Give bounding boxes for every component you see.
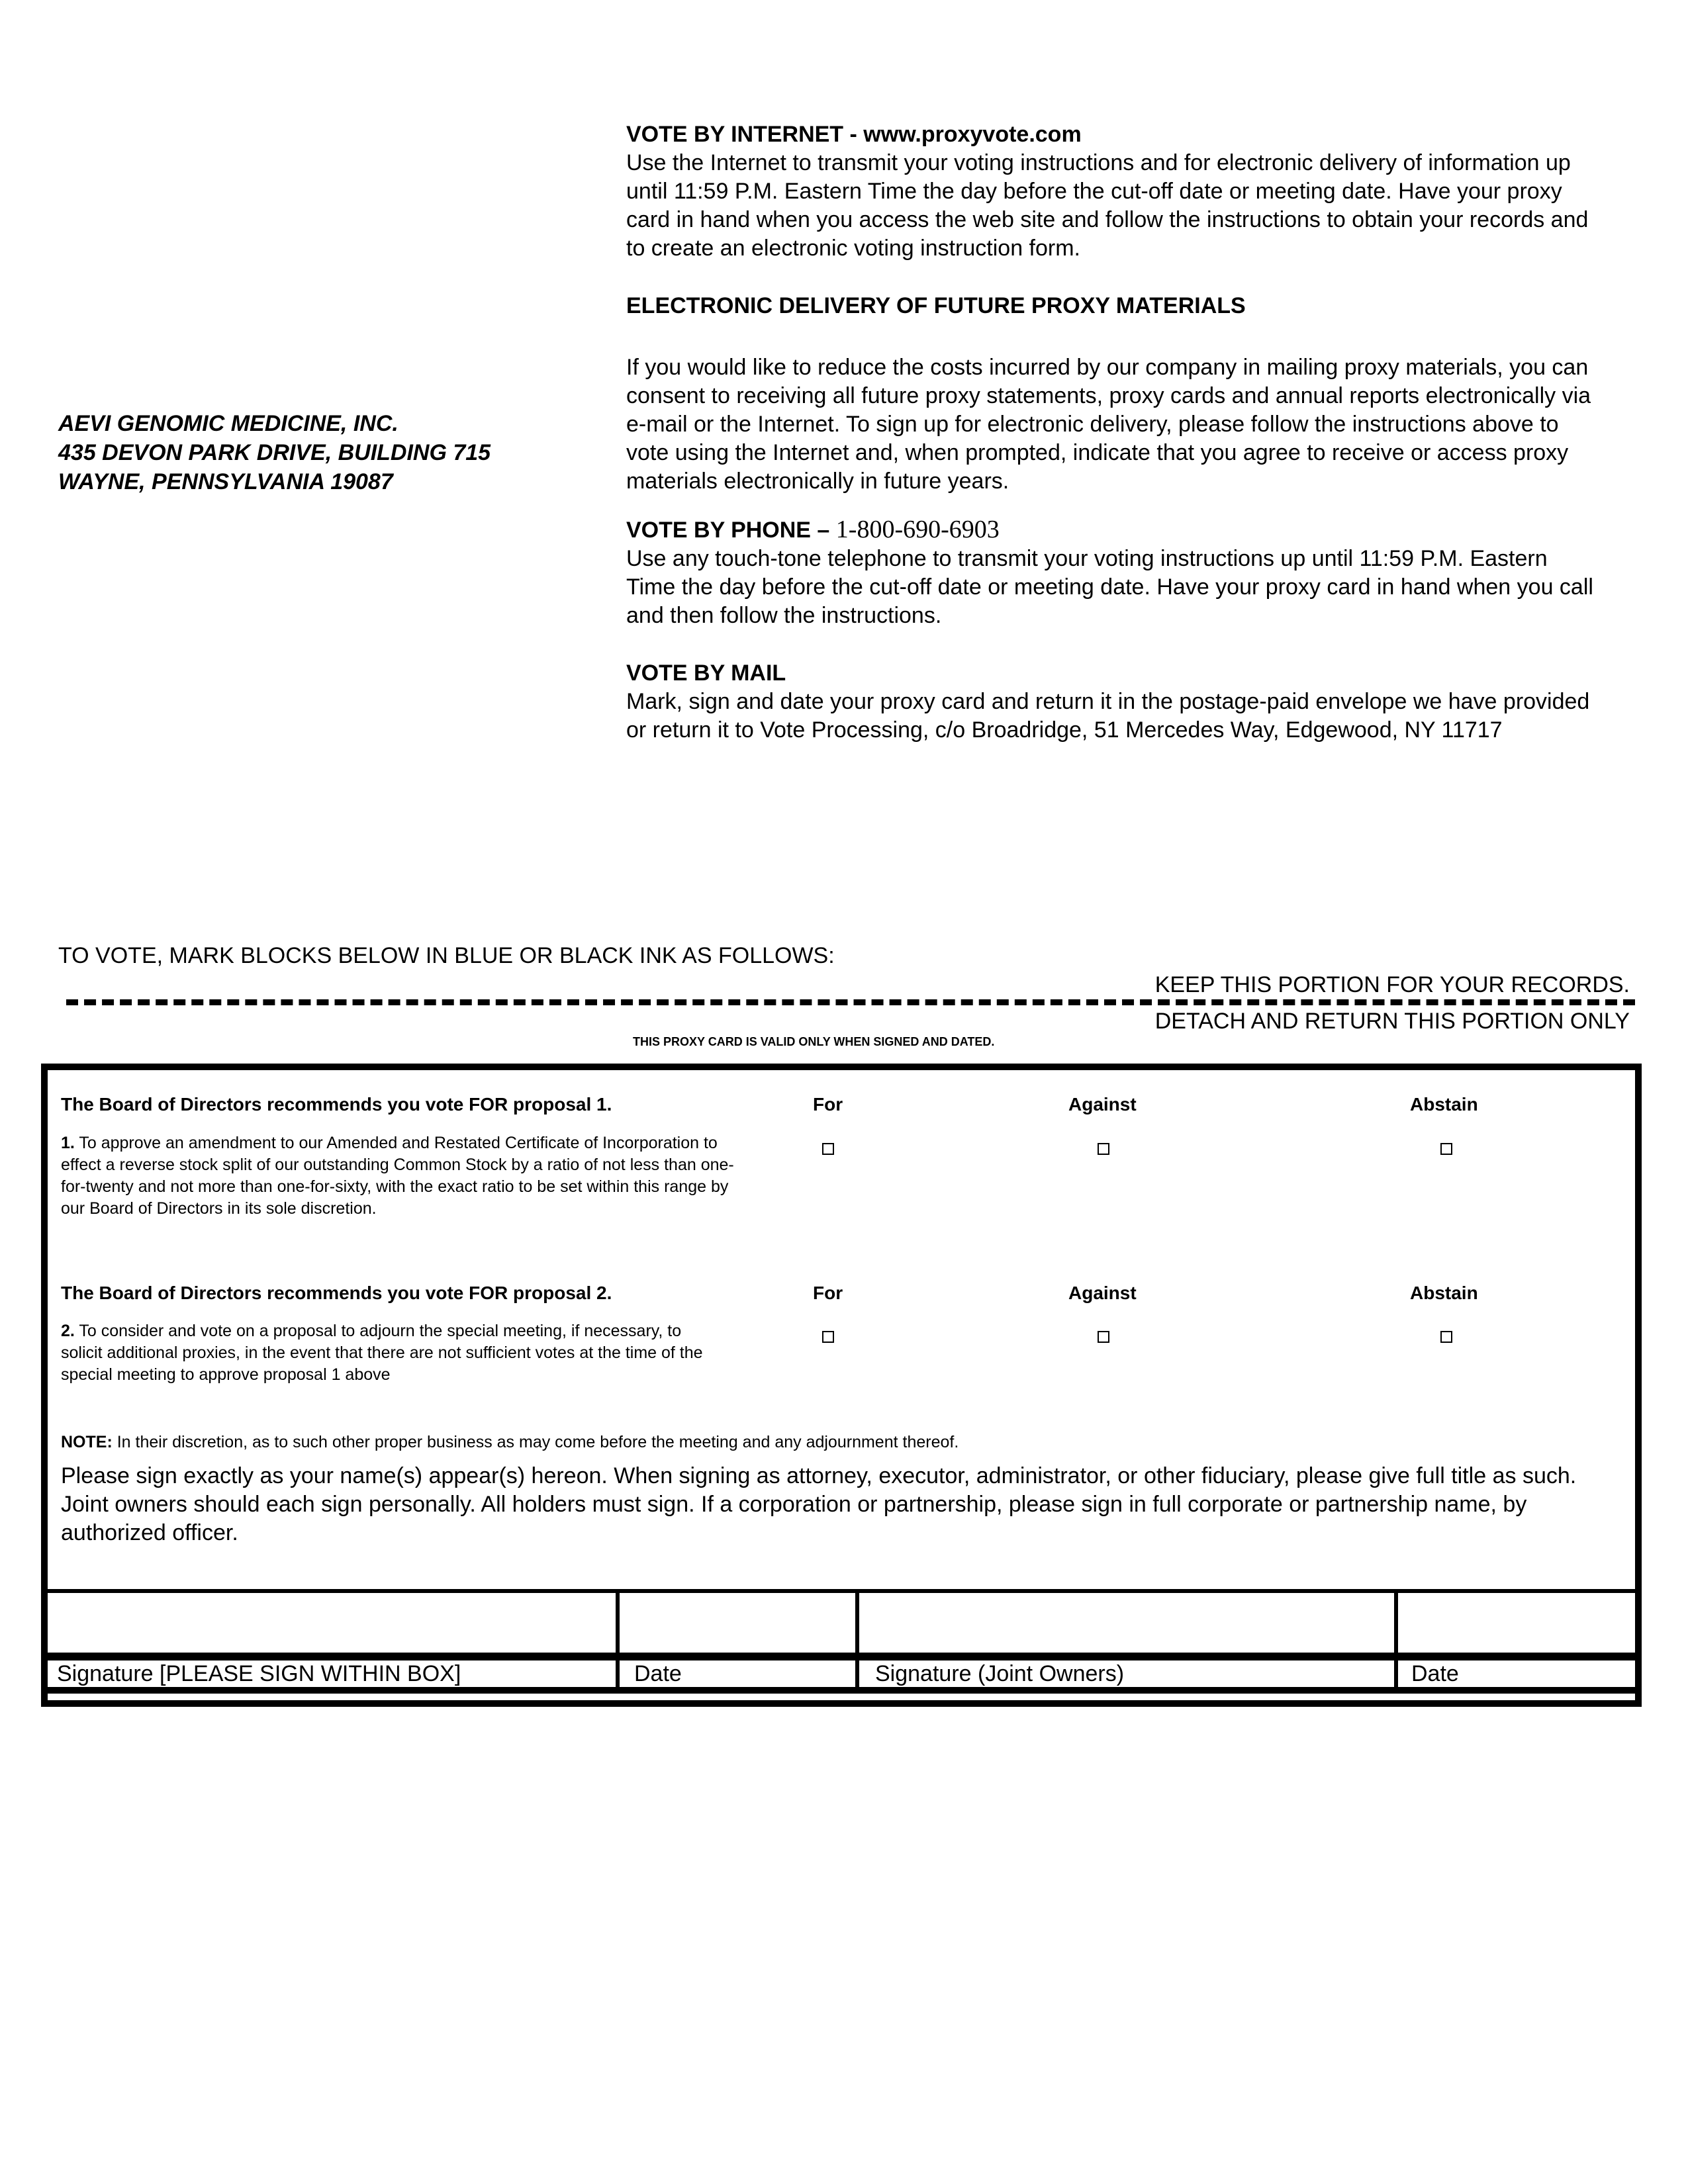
proposal-1-abstain-header: Abstain — [1410, 1094, 1478, 1115]
detach-return-label: DETACH AND RETURN THIS PORTION ONLY — [1154, 1009, 1630, 1034]
electronic-delivery-heading: ELECTRONIC DELIVERY OF FUTURE PROXY MATERIALS — [626, 293, 1246, 318]
sign-instructions: Please sign exactly as your name(s) appear(s) hereon. When signing as attorney, executor, administrator, or other fiduciary, please give full title as such. Joint owners should each sign personally. All holders must sign. If a corporation or partnership, please sign in full corporate or partnership name, by authorized officer. — [61, 1463, 1577, 1545]
proposal-1-recommendation: The Board of Directors recommends you vote FOR proposal 1. — [61, 1094, 612, 1115]
vote-by-mail-heading: VOTE BY MAIL — [626, 660, 786, 686]
note-line — [61, 1433, 959, 1452]
vote-by-phone-number: 1-800-690-6903 — [835, 516, 1000, 543]
electronic-delivery-body: If you would like to reduce the costs incurred by our company in mailing proxy materials, you can consent to receiving all future proxy statements, proxy cards and annual reports electronically via e-mail or the Internet. To sign up for electronic delivery, please follow the instructions above to vote using the Internet and, when prompted, indicate that you agree to receive or access proxy materials electronically in future years. — [626, 355, 1591, 494]
proposal-1-number: 1. — [61, 1134, 75, 1152]
mark-blocks-instruction: TO VOTE, MARK BLOCKS BELOW IN BLUE OR BLACK INK AS FOLLOWS: — [58, 943, 835, 968]
proposal-2-for-header: For — [813, 1283, 843, 1303]
vote-by-internet-heading: VOTE BY INTERNET - www.proxyvote.com — [626, 122, 1082, 147]
proposal-2-description: To consider and vote on a proposal to adjourn the special meeting, if necessary, to solicit additional proxies, in the event that there are not sufficient votes at the time of the special meeting to approve proposal 1 above — [61, 1322, 703, 1384]
company-address-line1: 435 DEVON PARK DRIVE, BUILDING 715 — [58, 440, 491, 465]
joint-signature-label: Signature (Joint Owners) — [875, 1661, 1125, 1686]
joint-date-label: Date — [1411, 1661, 1459, 1686]
signature-label: Signature [PLEASE SIGN WITHIN BOX] — [57, 1661, 461, 1686]
proposal-2-against-header: Against — [1068, 1283, 1137, 1303]
signature-box[interactable] — [48, 1593, 616, 1653]
proposal-2-text — [61, 1320, 723, 1386]
proposal-1-description: To approve an amendment to our Amended and Restated Certificate of Incorporation to effect a reverse stock split of our outstanding Common Stock by a ratio of not less than one-for-twenty and not more than one-for-sixty, with the exact ratio to be set within this range by our Board of Directors in its sole discretion. — [61, 1134, 734, 1218]
proposal-2-against-checkbox[interactable] — [1098, 1331, 1109, 1343]
valid-only-when-signed-note: THIS PROXY CARD IS VALID ONLY WHEN SIGNED AND DATED. — [633, 1035, 995, 1048]
proposal-2-for-checkbox[interactable] — [822, 1331, 834, 1343]
note-text: In their discretion, as to such other proper business as may come before the meeting and any adjournment thereof. — [112, 1433, 959, 1451]
vote-by-internet-section — [626, 120, 1599, 263]
proposal-1-against-checkbox[interactable] — [1098, 1143, 1109, 1155]
proposal-2-abstain-checkbox[interactable] — [1440, 1331, 1452, 1343]
electronic-delivery-section — [626, 353, 1599, 496]
company-address-block — [58, 409, 575, 496]
vote-by-phone-section — [626, 516, 1599, 630]
date-box[interactable] — [620, 1593, 855, 1653]
proposal-1-text — [61, 1132, 736, 1220]
company-address-line2: WAYNE, PENNSYLVANIA 19087 — [58, 469, 393, 494]
proposal-1-abstain-checkbox[interactable] — [1440, 1143, 1452, 1155]
vote-by-phone-heading: VOTE BY PHONE – — [626, 518, 836, 543]
company-name: AEVI GENOMIC MEDICINE, INC. — [58, 411, 399, 436]
keep-portion-label: KEEP THIS PORTION FOR YOUR RECORDS. — [1151, 972, 1630, 998]
note-label: NOTE: — [61, 1433, 113, 1451]
proposal-1-for-checkbox[interactable] — [822, 1143, 834, 1155]
electronic-delivery-heading-wrap — [626, 292, 1599, 320]
proposal-2-abstain-header: Abstain — [1410, 1283, 1478, 1303]
date-label: Date — [634, 1661, 682, 1686]
vote-by-mail-section — [626, 659, 1599, 745]
proposal-2-number: 2. — [61, 1322, 75, 1340]
proposal-1-against-header: Against — [1068, 1094, 1137, 1115]
proxy-card — [41, 1064, 1642, 1707]
vote-by-mail-body: Mark, sign and date your proxy card and return it in the postage-paid envelope we have provided or return it to Vote Processing, c/o Broadridge, 51 Mercedes Way, Edgewood, NY 11717 — [626, 689, 1590, 743]
joint-signature-box[interactable] — [859, 1593, 1394, 1653]
vote-by-phone-heading-line — [626, 516, 1599, 545]
proposal-1-for-header: For — [813, 1094, 843, 1115]
detach-dashed-line — [66, 999, 1635, 1005]
joint-date-box[interactable] — [1398, 1593, 1635, 1653]
vote-by-internet-body: Use the Internet to transmit your voting instructions and for electronic delivery of information up until 11:59 P.M. Eastern Time the day before the cut-off date or meeting date. Have your proxy card in hand when you access the web site and follow the instructions to obtain your records and to create an electronic voting instruction form. — [626, 150, 1589, 261]
proposal-2-recommendation: The Board of Directors recommends you vote FOR proposal 2. — [61, 1283, 612, 1303]
voting-instructions — [626, 120, 1599, 745]
vote-by-phone-body: Use any touch-tone telephone to transmit your voting instructions up until 11:59 P.M. Eastern Time the day before the cut-off date or meeting date. Have your proxy card in hand when you call and then follow the instructions. — [626, 546, 1593, 628]
